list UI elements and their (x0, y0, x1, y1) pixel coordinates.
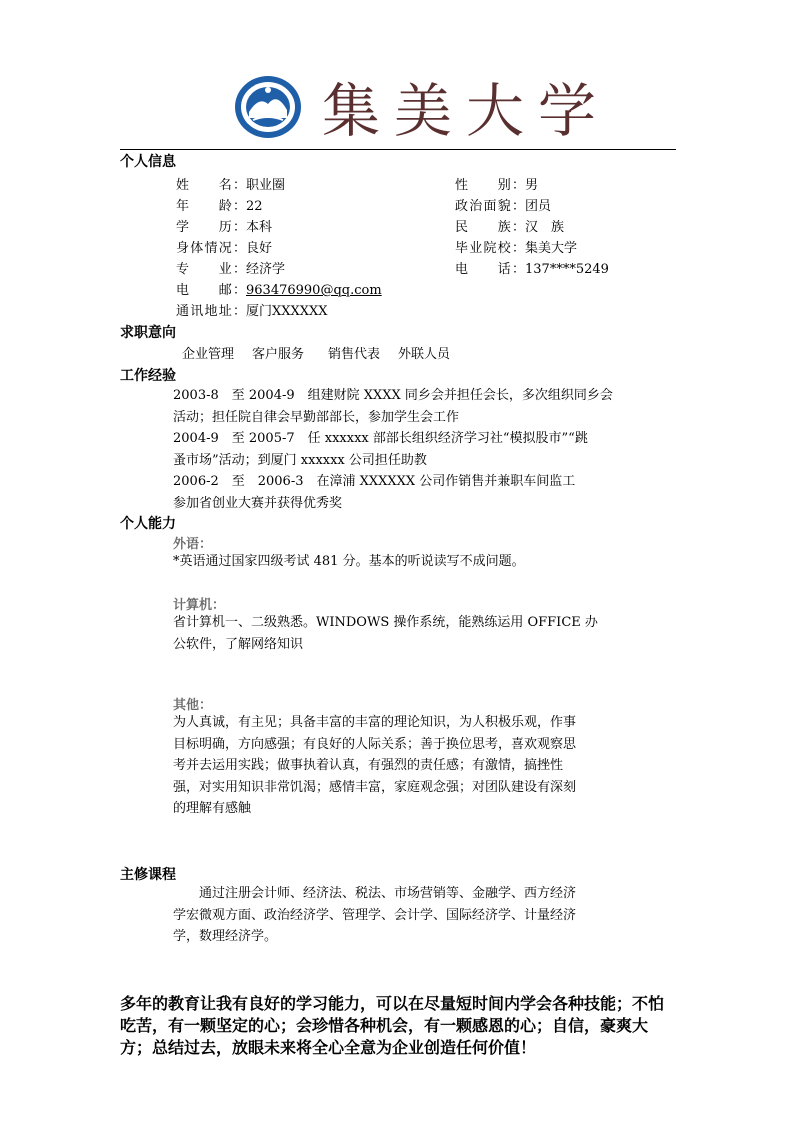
text-line: 公软件，了解网络知识 (173, 636, 304, 652)
job-item: 客户服务 (252, 347, 305, 362)
university-brand-name: 集美大学 (322, 77, 611, 145)
field-education: 学 历：本科 (176, 220, 273, 235)
header-divider (120, 149, 676, 150)
section-work-experience: 工作经验 (120, 368, 176, 384)
section-courses: 主修课程 (120, 867, 176, 883)
section-job-intention: 求职意向 (120, 325, 176, 341)
text-line: 2006-2 至 2006-3 在漳浦 XXXXXX 公司作销售并兼职车间监工 (173, 474, 576, 489)
section-personal-info: 个人信息 (120, 154, 176, 170)
courses-text (173, 883, 623, 948)
foreign-language-title: 外语： (173, 537, 213, 552)
section-abilities: 个人能力 (120, 516, 176, 532)
text-line: 为人真诚，有主见；具备丰富的丰富的理论知识，为人积极乐观，作事 (173, 715, 577, 730)
text-line: 目标明确，方向感强；有良好的人际关系；善于换位思考，喜欢观察思 (173, 736, 577, 752)
text-line: 活动；担任院自律会早勤部部长，参加学生会工作 (173, 409, 460, 425)
text-line: 学，数理经济学。 (173, 929, 278, 944)
foreign-language-text: *英语通过国家四级考试 481 分。基本的听说读写不成问题。 (173, 554, 525, 569)
text-line: 参加省创业大赛并获得优秀奖 (173, 495, 343, 511)
computer-title: 计算机： (173, 598, 226, 613)
text-line: 学宏微观方面、政治经济学、管理学、会计学、国际经济学、计量经济 (173, 907, 577, 923)
text-line: 吃苦，有一颗坚定的心；会珍惜各种机会，有一颗感恩的心；自信，豪爽大 (120, 1016, 649, 1035)
other-text (173, 712, 623, 820)
field-age: 年 龄：22 (176, 199, 263, 214)
closing-statement (120, 993, 680, 1059)
field-phone: 电 话：137****5249 (455, 262, 609, 277)
job-item: 销售代表 (328, 347, 381, 362)
text-line: 的理解有感触 (173, 801, 252, 816)
email-link[interactable]: 963476990@qq.com (246, 283, 382, 298)
field-major: 专 业：经济学 (176, 262, 286, 277)
field-email: 电 邮：963476990@qq.com (176, 283, 382, 298)
work-experience-text (173, 385, 623, 514)
other-title: 其他： (173, 698, 213, 713)
field-ethnicity: 民 族：汉 族 (455, 220, 565, 235)
text-line: 方；总结过去，放眼未来将全心全意为企业创造任何价值！ (120, 1038, 537, 1057)
text-line: 多年的教育让我有良好的学习能力，可以在尽量短时间内学会各种技能；不怕 (120, 994, 665, 1013)
job-item: 企业管理 (182, 347, 235, 362)
computer-text (173, 612, 623, 655)
text-line: 考并去运用实践；做事执着认真，有强烈的责任感；有激情，搞挫性 (173, 758, 564, 773)
field-health: 身体情况：良好 (176, 241, 273, 256)
text-line: 蚤市场”活动；到厦门 xxxxxx 公司担任助教 (173, 452, 427, 468)
field-gender: 性 别：男 (455, 178, 539, 193)
university-seal-logo (233, 74, 303, 140)
text-line: 2004-9 至 2005-7 任 xxxxxx 部部长组织经济学习社“模拟股市”“跳 (173, 431, 588, 446)
job-item: 外联人员 (398, 347, 451, 362)
field-address: 通讯地址：厦门XXXXXX (176, 304, 328, 319)
field-name: 姓 名：职业圈 (176, 178, 286, 193)
text-line: 通过注册会计师、经济法、税法、市场营销等、金融学、西方经济 (173, 886, 577, 901)
text-line: 省计算机一、二级熟悉。WINDOWS 操作系统，能熟练运用 OFFICE 办 (173, 615, 598, 630)
field-political: 政治面貌：团员 (455, 199, 552, 214)
text-line: 强，对实用知识非常饥渴；感情丰富，家庭观念强；对团队建设有深刻 (173, 779, 577, 795)
text-line: 2003-8 至 2004-9 组建财院 XXXX 同乡会并担任会长，多次组织同乡会 (173, 388, 613, 403)
field-school: 毕业院校：集美大学 (455, 241, 578, 256)
